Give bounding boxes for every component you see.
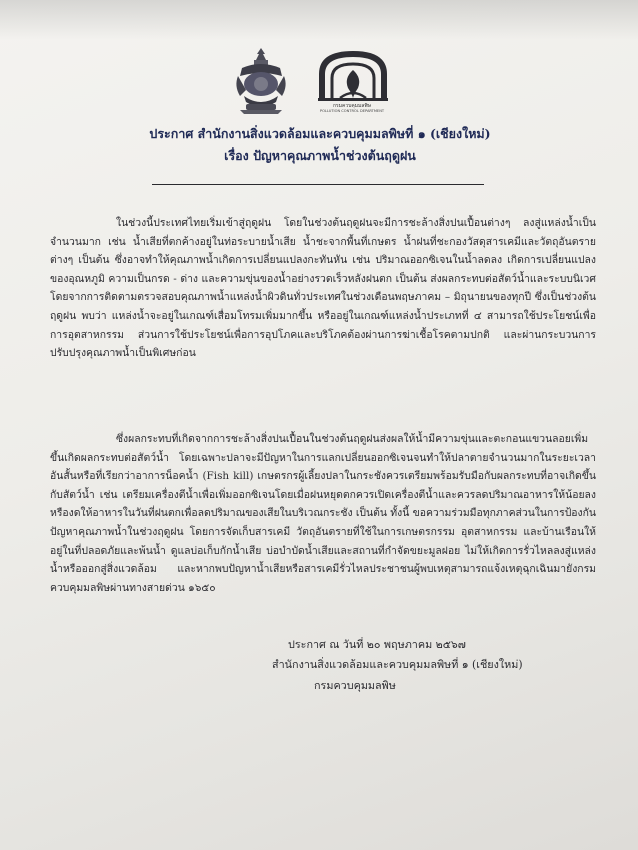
garuda-emblem-icon [232, 46, 290, 116]
body-paragraph-2: ซึ่งผลกระทบที่เกิดจากการชะล้างสิ่งปนเปื้อนในช่วงต้นฤดูฝนส่งผลให้น้ำมีความขุ่นและตะกอนแขวนลอยเพิ่มขึ้นเกิดผลกระทบต่อสัตว์น้ำ โดยเฉพาะปลาจะมีปัญหาในการแลกเปลี่ยนออกซิเจนจนทำให้ปลาตายจำนวนมากในระยะเวลาอันสั้นหรือที่เรียกว่าอาการน็อคน้ำ (Fish kill) เกษตรกรผู้เลี้ยงปลาในกระชังควรเตรียมพร้อมรับมือกับผลกระทบที่อาจเกิดขึ้นกับสัตว์น้ำ เช่น เตรียมเครื่องตีน้ำเพื่อเพิ่มออกซิเจนโดยเมื่อฝนหยุดตกควรเปิดเครื่องตีน้ำและควรลดปริมาณอาหารให้น้อยลง หรืองดให้อาหารในวันที่ฝนตกเพื่อลดปริมาณของเสียในบริเวณกระชัง เป็นต้น ทั้งนี้ ขอความร่วมมือทุกภาคส่วนในการป้องกันปัญหาคุณภาพน้ำในช่วงฤดูฝน โดยการจัดเก็บสารเคมี วัตถุอันตรายที่ใช้ในการเกษตรกรรม อุตสาหกรรม และบ้านเรือนให้อยู่ในที่ปลอดภัยและพ้นน้ำ ดูแลบ่อเก็บกักน้ำเสีย บ่อบำบัดน้ำเสียและสถานที่กำจัดขยะมูลฝอย ไม่ให้เกิดการรั่วไหลลงสู่แหล่งน้ำหรือออกสู่สิ่งแวดล้อม และหากพบปัญหาน้ำเสียหรือสารเคมีรั่วไหลประชาชนผู้พบเหตุสามารถแจ้งเหตุฉุกเฉินมายังกรมควบคุมมลพิษผ่านทางสายด่วน ๑๖๕๐ [50, 433, 597, 594]
issuing-office: สำนักงานสิ่งแวดล้อมและควบคุมมลพิษที่ ๑ (เชียงใหม่) [272, 658, 523, 671]
page-shadow [0, 0, 638, 40]
announcement-date: ประกาศ ณ วันที่ ๒๐ พฤษภาคม ๒๕๖๗ [288, 638, 466, 651]
pcd-logo-caption-thai: กรมควบคุมมลพิษ [333, 103, 371, 109]
announcement-title: ประกาศ สำนักงานสิ่งแวดล้อมและควบคุมมลพิษที่ ๑ (เชียงใหม่) [149, 126, 491, 141]
pcd-logo-caption-english: POLLUTION CONTROL DEPARTMENT [319, 109, 385, 113]
issuing-department: กรมควบคุมมลพิษ [314, 679, 396, 692]
announcement-subject: เรื่อง ปัญหาคุณภาพน้ำช่วงต้นฤดูฝน [224, 148, 416, 163]
header-logos [232, 46, 412, 118]
title-divider [152, 184, 484, 185]
body-paragraph-1: ในช่วงนี้ประเทศไทยเริ่มเข้าสู่ฤดูฝน โดยในช่วงต้นฤดูฝนจะมีการชะล้างสิ่งปนเปื้อนต่างๆ ลงสู่แหล่งน้ำเป็นจำนวนมาก เช่น น้ำเสียที่ตกค้างอยู่ในท่อระบายน้ำเสีย น้ำชะจากพื้นที่เกษตร น้ำฝนที่ชะกองวัสดุสารเคมีและวัตถุอันตรายต่างๆ เป็นต้น ซึ่งอาจทำให้คุณภาพน้ำเกิดการเปลี่ยนแปลงกะทันหัน เช่น ปริมาณออกซิเจนในน้ำลดลง เกิดการเปลี่ยนแปลงของอุณหภูมิ ความเป็นกรด - ด่าง และความขุ่นของน้ำอย่างรวดเร็วหลังฝนตก เป็นต้น ส่งผลกระทบต่อสัตว์น้ำและระบบนิเวศ โดยจากการติดตามตรวจสอบคุณภาพน้ำแหล่งน้ำผิวดินทั่วประเทศในช่วงเดือนพฤษภาคม – มิถุนายนของทุกปี ซึ่งเป็นช่วงต้นฤดูฝน พบว่า แหล่งน้ำจะอยู่ในเกณฑ์เสื่อมโทรมเพิ่มมากขึ้น หรืออยู่ในเกณฑ์แหล่งน้ำประเภทที่ ๔ สามารถใช้ประโยชน์เพื่อการอุตสาหกรรม ส่วนการใช้ประโยชน์เพื่อการอุปโภคและบริโภคต้องผ่านการฆ่าเชื้อโรคตามปกติ และผ่านกระบวนการปรับปรุงคุณภาพน้ำเป็นพิเศษก่อน [50, 217, 596, 360]
